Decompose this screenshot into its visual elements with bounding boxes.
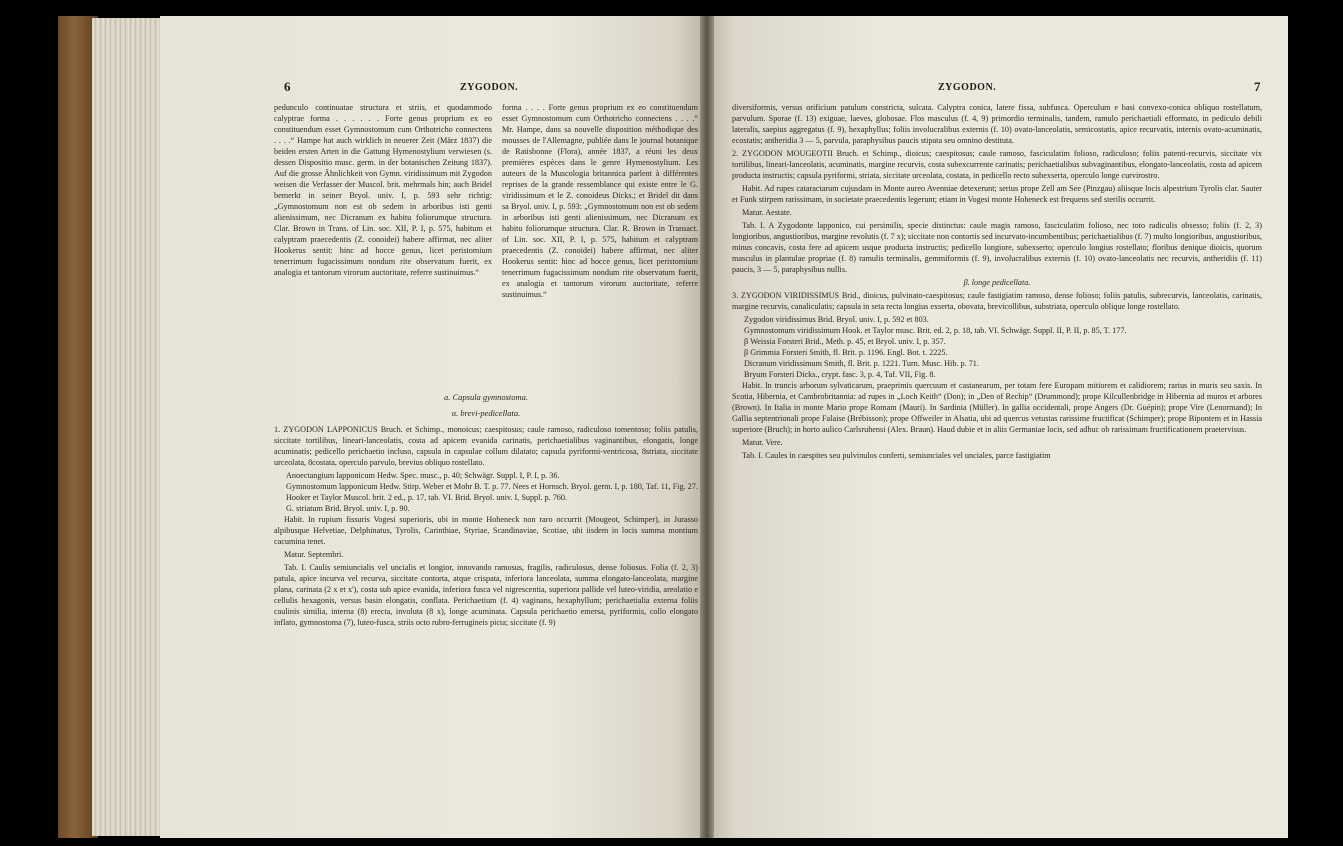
habitat-paragraph: Habit. In truncis arborum sylvaticarum, praeprimis quercuum et castanearum, per totam fere Europam mitiorem et calidiorem; rarius in muris seu saxis. In Scotia, Hibernia, et Cambrobritannia: ad rupes in „Loch Keith“ (Don); in „Den of Rechip“ (Drummond); prope Kilcullenbridge in Hibernia ad muros et arbores (Brown). In Italia in monte Mario prope Romam (Mauri). In Sardinia (Müller). In gallia occidentali, prope Angers (Dr. Guépin); prope Vire (Lenormand); In Gallia septentrionali prope Falaise (Brébisson); prope Offweiler in Alsatia, ubi ad quercus vetustas rarissime fructificat (Schimper); prope Bipontem et in Hassia superiore (Bruch); in horto aulico Carlsruhensi (Alex. Braun). Haud dubie et in aliis Germaniae locis, sed adhuc ob rarissimam fructificationem praetervisus. [732,381,1262,434]
maturity-line: Matur. Aestate. [742,208,792,217]
german-note-paragraph: pedunculo continuatae structura et striis, et quodammodo calyptrae forma . . . . . . Forte genus proprium ex eo constituendum esset Gymnostomum cum Orthotricho connectens . . . .“ Hampe hat auch wirklich in neuerer Zeit (März 1837) die beiden ersten Arten in die Gattung Hymenostylium verwiesen (s. dessen Dispositio musc. germ. in der botanischen Zeitung 1837). Auf die grosse Ähnlichkeit von Gymn. viridissimum mit Zygodon weisen die Verfasser der Muscol. brit. mehrmals hin; auch Bridel bemerkt in seiner Bryol. univ. I, p. 593 sehr richtig: „Gymnostomum non est ob sedem in arboribus isti genti alienissimum, nec Dicranum ex habitu foliorumque structura. Clar. Brown in Trans. of Lin. soc. XII, P. I, p. 575, habitum et calyptram praecedentis (Z. conoidei) habere affirmat, nec aliter Hookerus sentit: hinc ad hocce genus, licet peristomium tenerrimum fugacissimum nondum rite observatum fuerit, ex analogia et tantorum virorum auctoritate, referre sustinuimus.“ [274,103,492,277]
left-page-number: 6 [284,79,291,94]
synonym-line: G. striatum Brid. Bryol. univ. I, p. 90. [286,504,410,513]
left-body-text [274,424,698,630]
left-column-french [502,102,698,302]
synonym-line: Gymnostomum lapponicum Hedw. Stirp. Weber et Mohr B. T. p. 77. Nees et Hornsch. Bryol. germ. I, p. 180, Taf. 11, Fig. 27. Hooker et Taylor Muscol. brit. 2 ed., p. 17, tab. VI. Brid. Bryol. univ. I, Suppl. p. 760. [286,482,698,502]
left-page [160,16,708,838]
synonym-line: β Grimmia Forsteri Smith, fl. Brit. p. 1196. Engl. Bot. t. 2225. [744,348,948,357]
page-stack-edge [92,18,162,836]
right-page [706,16,1288,838]
species-description-lapponicus: 1. ZYGODON LAPPONICUS Bruch. et Schimp., monoicus; caespitosus; caule ramoso, radiculoso tomentoso; foliis patulis, siccitate tortilibus, lineari-lanceolatis, costa ad apicem evanida carinatis, perichaetialibus vaginantibus, elongatis, longe acuminatis; pedicello perichaetio incluso, capsula in capsulae collum dilatato; capsula pyriformi-ventricosa, 8striata, siccitate urceolata, 8costata, operculo parvulo, brevius obliquo rostellato. [274,425,698,467]
maturity-line: Matur. Vere. [742,438,783,447]
left-column-german [274,102,492,280]
species-description-mougeotii: 2. ZYGODON MOUGEOTII Bruch. et Schimp., dioicus; caespitosus; caule ramoso, fasciculatim folioso, radiculoso; foliis patenti-recurvis, siccitate vix tortilibus, lineari-lanceolatis, acuminatis, margine recurvis, costa subexcurrente carinatis; perichaetialibus subvaginantibus, elongato-lanceolatis, costa ad apicem producta instructis; capsula pyriformi, striata, siccitate urceolata, costata, in pedicello recto subexserta, operculo longe curvirostro. [732,149,1262,180]
synonym-line: Anoectangium lapponicum Hedw. Spec. musc., p. 40; Schwägr. Suppl. I, P. I, p. 36. [286,471,560,480]
section-heading-capsula: a. Capsula gymnostoma. [443,392,529,402]
tab-description-paragraph: Tab. I. Caules in caespites seu pulvinulos conferti, semiunciales vel unciales, parce fastigiatim [742,451,1051,460]
synonym-line: Gymnostomum viridissimum Hook. et Taylor musc. Brit. ed. 2, p. 18, tab. VI. Schwägr. Suppl. II, P. II, p. 85, T. 177. [744,326,1127,335]
right-page-number: 7 [1254,79,1261,94]
habitat-paragraph: Habit. Ad rupes cataractarum cujusdam in Monte aureo Avenniae detexerunt; serius prope Zell am See (Pinzgau) aliisque locis alpestrium Tyrolis clar. Sauter et Funk stirpem rarissimam, in societate praecedentis legerunt; etiam in Vogesi monte Hoheneck est frequens sed sterilis occurrit. [732,184,1262,204]
section-heading-brevi-pedicellata: α. brevi-pedicellata. [451,408,521,418]
right-body-text [732,102,1262,463]
species-description-viridissimus: 3. ZYGODON VIRIDISSIMUS Brid., dioicus, pulvinato-caespitosus; caule fastigiatim ramoso, dense folioso; foliis patulis, subrecurvis, lanceolatis, carinatis, margine recurvis, canaliculatis; capsula in seta recta longius exserta, obovata, brevicollibus, substriata, operculo oblique longe rostellato. [732,291,1262,311]
habitat-paragraph: Habit. In rupium fissuris Vogesi superioris, ubi in monte Hoheneck non raro occurrit (Mougeot, Schimper), in Jurasso alpibusque Helvetiae, Delphinatus, Tyrolis, Carinthiae, Styriae, Scandinaviae, Scotiae, ubi iisdem in locis summa montium cacumina tenet. [274,515,698,546]
tab-description-paragraph: Tab. I. A Zygodonte lapponico, cui persimilis, specie distinctus: caule magis ramoso, fasciculatim folioso, nec toto radiculis obsesso; foliis (f. 2, 3) longioribus, angustioribus, margine revolutis (f. 7 x); siccitate non contortis sed incurvato-incumbentibus; perichaetialibus (f. 7) multo longioribus, angustioribus, minus concavis, costa fere ad apicem usque producta instructis; pedicello longiore, subexserto; operculo longius rostellato; floribus denique dioicis, quorum masculus in plantulae propriae (f. 8) ramulis terminalis, gemmiformis (f. 9), involucralibus externis (f. 10) ovato-lanceolatis nec recurvis, antheridiis (f. 11) paucis, 3 — 5, paraphysibus nullis. [732,221,1262,274]
book-gutter [700,16,714,838]
continuation-paragraph: diversiformis, versus orificium patulum constricta, sulcata. Calyptra conica, latere fissa, subfusca. Operculum e basi convexo-conica obliquo rostellatum, parvulum. Sporae (f. 13) exiguae, laeves, globosae. Flos masculus (f. 4, 9) primordio terminalis, tandem, ramulo perichaetiali efformato, in pediculo debili lateralis, saepius aggregatus (f. 9), hexaphyllus; foliis involucralibus externis (f. 10) ovato-lanceolatis, semicostatis, apice recurvatis, internis ovato-acuminatis, ecostatis; antheridia 3 — 5, parvula, paraphysibus paucis stipata seu omnino destituta. [732,103,1262,145]
right-running-head: ZYGODON. [938,82,997,93]
maturity-line: Matur. Septembri. [284,550,344,559]
synonym-line: Zygodon viridissimus Brid. Bryol. univ. I, p. 592 et 803. [744,315,929,324]
french-note-paragraph: forma . . . . Forte genus proprium ex eo constituendum esset Gymnostomum cum Orthotricho connectens . . . .“ Mr. Hampe, dans sa nouvelle disposition méthodique des mousses de l'Allemagne, publiée dans le journal botanique de Ratisbonne (Flora), année 1837, a réuni les deux premières espèces dans le genre Hymenostylium. Les auteurs de la Muscologia britannica parlent à différentes reprises de la grande ressemblance qui existe entre le G. viridissimum et le Z. conoideus Dicks.; et Bridel dit dans sa Bryol. univ. I, p. 593: „Gymnostomum non est ob sedem in arboribus isti genti alienissimum, nec Dicranum ex habitu foliorumque structura. Clar. R. Brown in Transact. of Lin. soc. XII, P. I, p. 575, habitum et calyptram praecedentis (Z. conoidei) habere affirmat, nec aliter Hookerus sentit: hinc ad hocce genus, licet peristomium tenerrimum fugacissimum nondum rite observatum fuerit, ex analogia et tantorum virorum auctoritate, referre sustinuimus.“ [502,103,698,299]
synonym-line: Bryum Forsteri Dicks., crypt. fasc. 3, p. 4, Taf. VII, Fig. 8. [744,370,936,379]
synonym-line: β Weissia Forsteri Brid., Meth. p. 45, et Bryol. univ. I, p. 357. [744,337,946,346]
tab-description-paragraph: Tab. I. Caulis semiuncialis vel uncialis et longior, innovando ramosus, fragilis, radiculosus, dense foliosus. Folia (f. 2, 3) patula, apice incurva vel recurva, siccitate contorta, atque crispata, inferiora lanceolata, summa elongato-lanceolata, margine plana, carinata (2 x et x'), costa sub apice evanida, inferiora fusca vel nigrescentia, superiora pallide vel luteo-viridia, areolatio e cellulis hexagonis, versus basin elongatis, conflata. Perichaetium (f. 4) vaginans, hexaphyllum; perichaetialia externa foliis caulinis similia, interna (8) erecta, involuta (8 x), longe acuminata. Capsula perichaetio emersa, pyriformis, collo elongato inflato, gymnostoma (7), luteo-fusca, striis octo rubro-ferrugineis picta; siccitate (f. 9) [274,563,698,627]
section-heading-longe-pedicellata: β. longe pedicellata. [963,278,1031,287]
synonym-line: Dicranum viridissimum Smith, fl. Brit. p. 1221. Turn. Musc. Hib. p. 71. [744,359,979,368]
left-running-head: ZYGODON. [460,82,519,93]
